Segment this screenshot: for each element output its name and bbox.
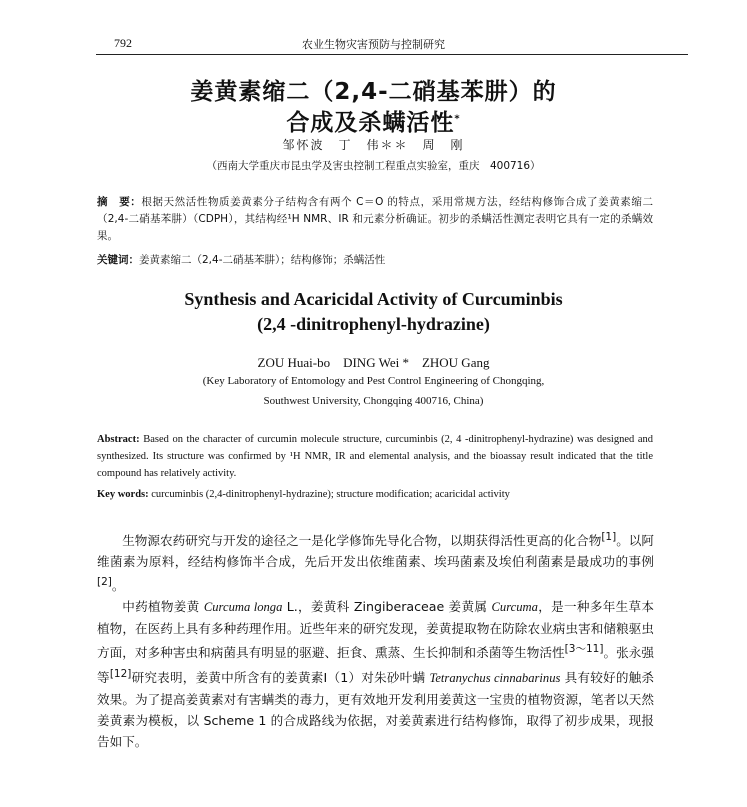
latin-name: Tetranychus cinnabarinus [429, 670, 561, 685]
page-number: 792 [114, 36, 132, 50]
en-abstract-label: Abstract: [97, 434, 140, 445]
citation-ref: [12] [109, 667, 132, 680]
cn-abstract-text: 根据天然活性物质姜黄素分子结构含有两个 C＝O 的特点，采用常规方法，经结构修饰合成了姜黄素缩二（2,4-二硝基苯肼）（CDPH），其结构经¹H NMR、IR 和元素分析确证。初步的杀螨活性测定表明它具有一定的杀螨效果。 [97, 196, 654, 242]
body-p1-text-b: 。以阿维菌素为原料，经结构修饰半合成，先后开发出依维菌素、埃玛菌素及埃伯利菌素是最成功的事例 [97, 533, 655, 570]
cn-title-line1: 姜黄素缩二（2,4-二硝基苯肼）的 [190, 79, 557, 105]
en-keywords [97, 489, 653, 500]
citation-ref: [1] [601, 531, 617, 543]
body-p2-text-d: 。张永强等 [97, 645, 655, 685]
body-p1-text-a: 生物源农药研究与开发的途径之一是化学修饰先导化合物，以期获得活性更高的化合物 [122, 533, 602, 549]
cn-abstract-label: 摘 要： [97, 196, 142, 208]
body-p2-text-e: 研究表明，姜黄中所含有的姜黄素Ⅰ（1）对朱砂叶螨 [131, 669, 430, 685]
en-affiliation-line2: Southwest University, Chongqing 400716, China) [263, 395, 484, 407]
body-paragraph-1 [97, 527, 654, 596]
citation-ref: [2] [97, 576, 112, 589]
body-paragraph-2 [97, 596, 654, 751]
cn-title-footnote-mark: * [454, 113, 461, 125]
body-p2-text-f: 具有较好的触杀效果。为了提高姜黄素对有害螨类的毒力，更有效地开发利用姜黄这一宝贵的植物资源，笔者以天然姜黄素为模板，以 Scheme 1 的合成路线为依据，对姜黄素进行结构修饰，取得了初步成果，现报告如下。 [97, 669, 655, 749]
body-p2-text-a: 中药植物姜黄 [122, 599, 204, 615]
body-p2-text-b: L.，姜黄科 Zingiberaceae 姜黄属 [282, 599, 492, 615]
body-text [97, 527, 654, 752]
body-p2-text-c: ，是一种多年生草本植物，在医药上具有多种药理作用。近些年来的研究发现，姜黄提取物在防除农业病虫害和储粮驱虫方面，对多种害虫和病菌具有明显的驱避、拒食、熏蒸、生长抑制和杀菌等生物活性 [97, 599, 654, 661]
cn-keywords-text: 姜黄素缩二（2,4-二硝基苯肼）；结构修饰；杀螨活性 [139, 254, 386, 266]
en-title-line1: Synthesis and Acaricidal Activity of Curcuminbis [184, 289, 563, 309]
en-abstract [97, 431, 653, 482]
en-keywords-text: curcuminbis (2,4-dinitrophenyl-hydrazine); structure modification; acaricidal activity [151, 489, 510, 500]
header-rule [96, 54, 688, 55]
en-affiliation-line1: (Key Laboratory of Entomology and Pest Control Engineering of Chongqing, [202, 375, 545, 387]
cn-title-line2 [0, 104, 747, 137]
cn-abstract [97, 194, 653, 245]
body-p1-text-c: 。 [111, 578, 125, 594]
en-authors: ZOU Huai-bo DING Wei * ZHOU Gang [257, 355, 490, 370]
journal-title: 农业生物灾害预防与控制研究 [302, 38, 445, 51]
cn-keywords [97, 252, 653, 267]
cn-title-line2-text: 合成及杀螨活性 [286, 110, 455, 136]
cn-keywords-label: 关键词： [97, 254, 139, 266]
latin-name: Curcuma [491, 600, 538, 615]
citation-ref: [3～11] [564, 643, 604, 656]
en-title-line2: (2,4 -dinitrophenyl-hydrazine) [257, 314, 490, 334]
en-abstract-text: Based on the character of curcumin molecule structure, curcuminbis (2, 4 -dinitrophenyl-hydrazine) was designed and synthesized. Its structure was confirmed by ¹H NMR, IR and elemental analysis, and the bioassay result indicated that the title compound has relatively activity. [97, 434, 654, 479]
latin-name: Curcuma longa [203, 600, 283, 615]
cn-affiliation: （西南大学重庆市昆虫学及害虫控制工程重点实验室，重庆 400716） [206, 160, 541, 172]
en-keywords-label: Key words: [97, 489, 149, 500]
cn-authors: 邹怀波 丁 伟＊＊ 周 刚 [282, 138, 465, 152]
